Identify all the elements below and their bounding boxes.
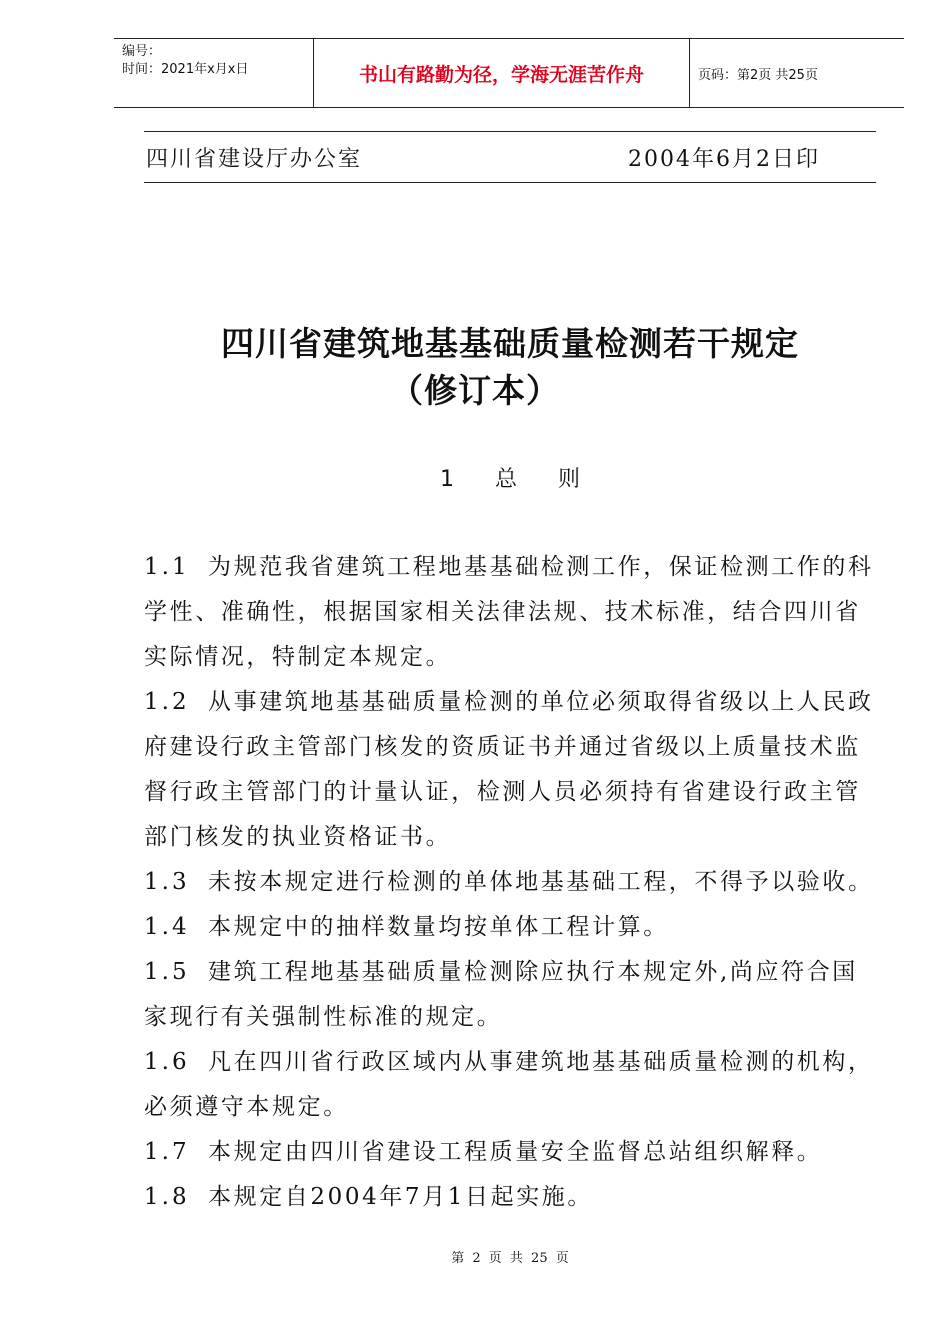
article [144, 860, 876, 905]
print-date: 2004年6月2日印 [628, 146, 820, 172]
article [144, 1040, 876, 1130]
page-footer: 第 2 页 共 25 页 [451, 1251, 569, 1266]
article-number: 1.8 [144, 1184, 190, 1210]
header-page-number: 页码：第2页 共25页 [698, 67, 818, 83]
article [144, 950, 876, 1040]
article-number: 1.1 [144, 554, 190, 580]
article [144, 545, 876, 680]
article [144, 1130, 876, 1175]
article-text: 本规定自2004年7月1日起实施。 [208, 1184, 593, 1210]
article-number: 1.4 [144, 914, 190, 940]
article-number: 1.2 [144, 689, 190, 715]
article-text: 建筑工程地基基础质量检测除应执行本规定外,尚应符合国家现行有关强制性标准的规定。 [144, 959, 858, 1030]
section-number: 1 [439, 467, 454, 492]
article [144, 680, 876, 860]
article-text: 为规范我省建筑工程地基基础检测工作，保证检测工作的科学性、准确性，根据国家相关法律法规、技术标准，结合四川省实际情况，特制定本规定。 [144, 554, 874, 670]
document-title: 四川省建筑地基基础质量检测若干规定 [221, 324, 799, 363]
header-meta [114, 39, 314, 107]
article [144, 1175, 876, 1220]
header-motto: 书山有路勤为径，学海无涯苦作舟 [314, 39, 690, 107]
article [144, 905, 876, 950]
article-text: 从事建筑地基基础质量检测的单位必须取得省级以上人民政府建设行政主管部门核发的资质证书并通过省级以上质量技术监督行政主管部门的计量认证，检测人员必须持有省建设行政主管部门核发的执业资格证书。 [144, 689, 874, 850]
issuing-office-line [144, 131, 876, 183]
section-name-b: 则 [558, 467, 581, 492]
article-number: 1.6 [144, 1049, 190, 1075]
page-header [114, 38, 904, 108]
article-text: 本规定由四川省建设工程质量安全监督总站组织解释。 [208, 1139, 823, 1165]
section-heading [0, 462, 950, 493]
document-subtitle: （修订本） [390, 371, 560, 410]
header-time: 时间：2021年x月x日 [122, 62, 249, 77]
article-text: 未按本规定进行检测的单体地基基础工程，不得予以验收。 [208, 869, 874, 895]
article-number: 1.3 [144, 869, 190, 895]
article-number: 1.5 [144, 959, 190, 985]
header-number: 编号： [122, 44, 162, 59]
issuing-office: 四川省建设厅办公室 [146, 146, 363, 172]
article-text: 本规定中的抽样数量均按单体工程计算。 [208, 914, 669, 940]
article-text: 凡在四川省行政区域内从事建筑地基基础质量检测的机构，必须遵守本规定。 [144, 1049, 874, 1120]
article-number: 1.7 [144, 1139, 190, 1165]
article-list [144, 545, 876, 1220]
section-name-a: 总 [494, 467, 517, 492]
